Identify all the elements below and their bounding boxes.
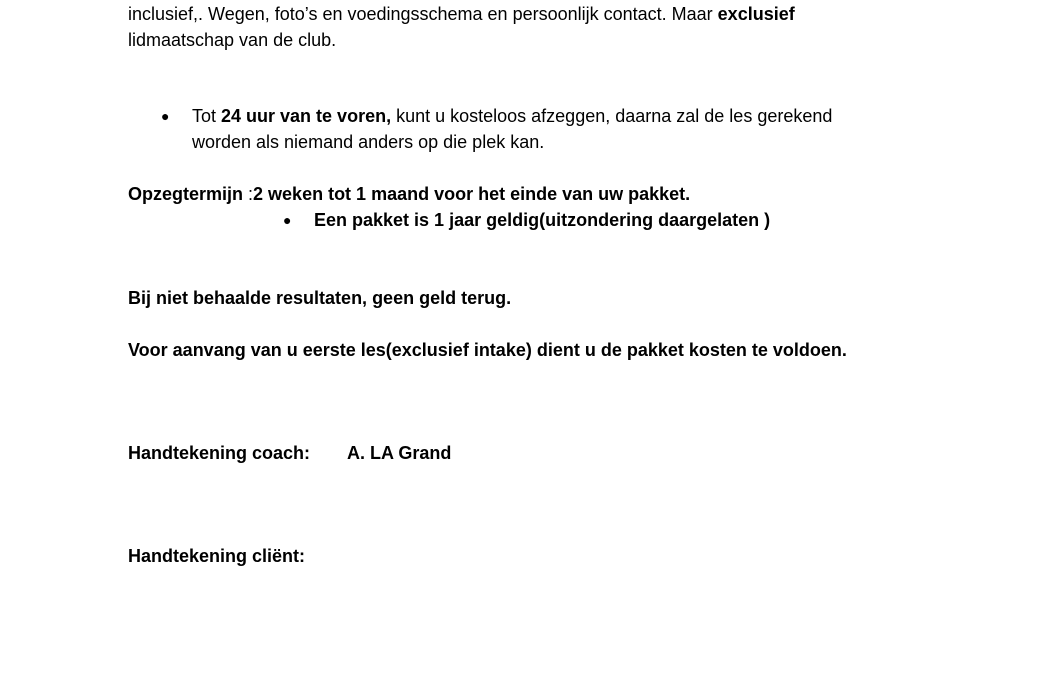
notice-label: Opzegtermijn bbox=[128, 184, 249, 204]
payment-line bbox=[128, 337, 847, 363]
bullet-icon: ● bbox=[283, 212, 292, 228]
results-line bbox=[128, 285, 511, 311]
cancellation-post: kunt u kosteloos afzeggen, daarna zal de les gerekend bbox=[391, 106, 833, 126]
bullet-icon: ● bbox=[161, 108, 170, 124]
intro-line-1 bbox=[128, 1, 795, 27]
results-text: Bij niet behaalde resultaten, geen geld terug. bbox=[128, 288, 512, 308]
notice-sub-line bbox=[314, 207, 770, 233]
intro-line-2 bbox=[128, 27, 336, 53]
intro-exclusief: exclusief bbox=[717, 4, 795, 24]
notice-colon: : bbox=[248, 184, 254, 204]
signature-coach-name-line bbox=[347, 440, 451, 466]
payment-text: Voor aanvang van u eerste les(exclusief intake) dient u de pakket kosten te voldoen. bbox=[128, 340, 847, 360]
cancellation-line-1 bbox=[192, 103, 832, 129]
notice-line bbox=[128, 181, 690, 207]
notice-sub: Een pakket is 1 jaar geldig(uitzondering daargelaten ) bbox=[314, 210, 771, 230]
signature-coach-line bbox=[128, 440, 310, 466]
notice-text: 2 weken tot 1 maand voor het einde van uw pakket. bbox=[253, 184, 691, 204]
signature-client-line bbox=[128, 543, 305, 569]
intro-text: inclusief,. Wegen, foto’s en voedingsschema en persoonlijk contact. Maar bbox=[128, 4, 718, 24]
cancellation-text-2: worden als niemand anders op die plek kan. bbox=[192, 132, 545, 152]
cancellation-bold: 24 uur van te voren, bbox=[221, 106, 392, 126]
signature-coach-name: A. LA Grand bbox=[347, 443, 452, 463]
cancellation-line-2 bbox=[192, 129, 544, 155]
signature-coach-label: Handtekening coach: bbox=[128, 443, 311, 463]
cancellation-pre: Tot bbox=[192, 106, 222, 126]
signature-client-label: Handtekening cliënt: bbox=[128, 546, 306, 566]
intro-text-2: lidmaatschap van de club. bbox=[128, 30, 337, 50]
